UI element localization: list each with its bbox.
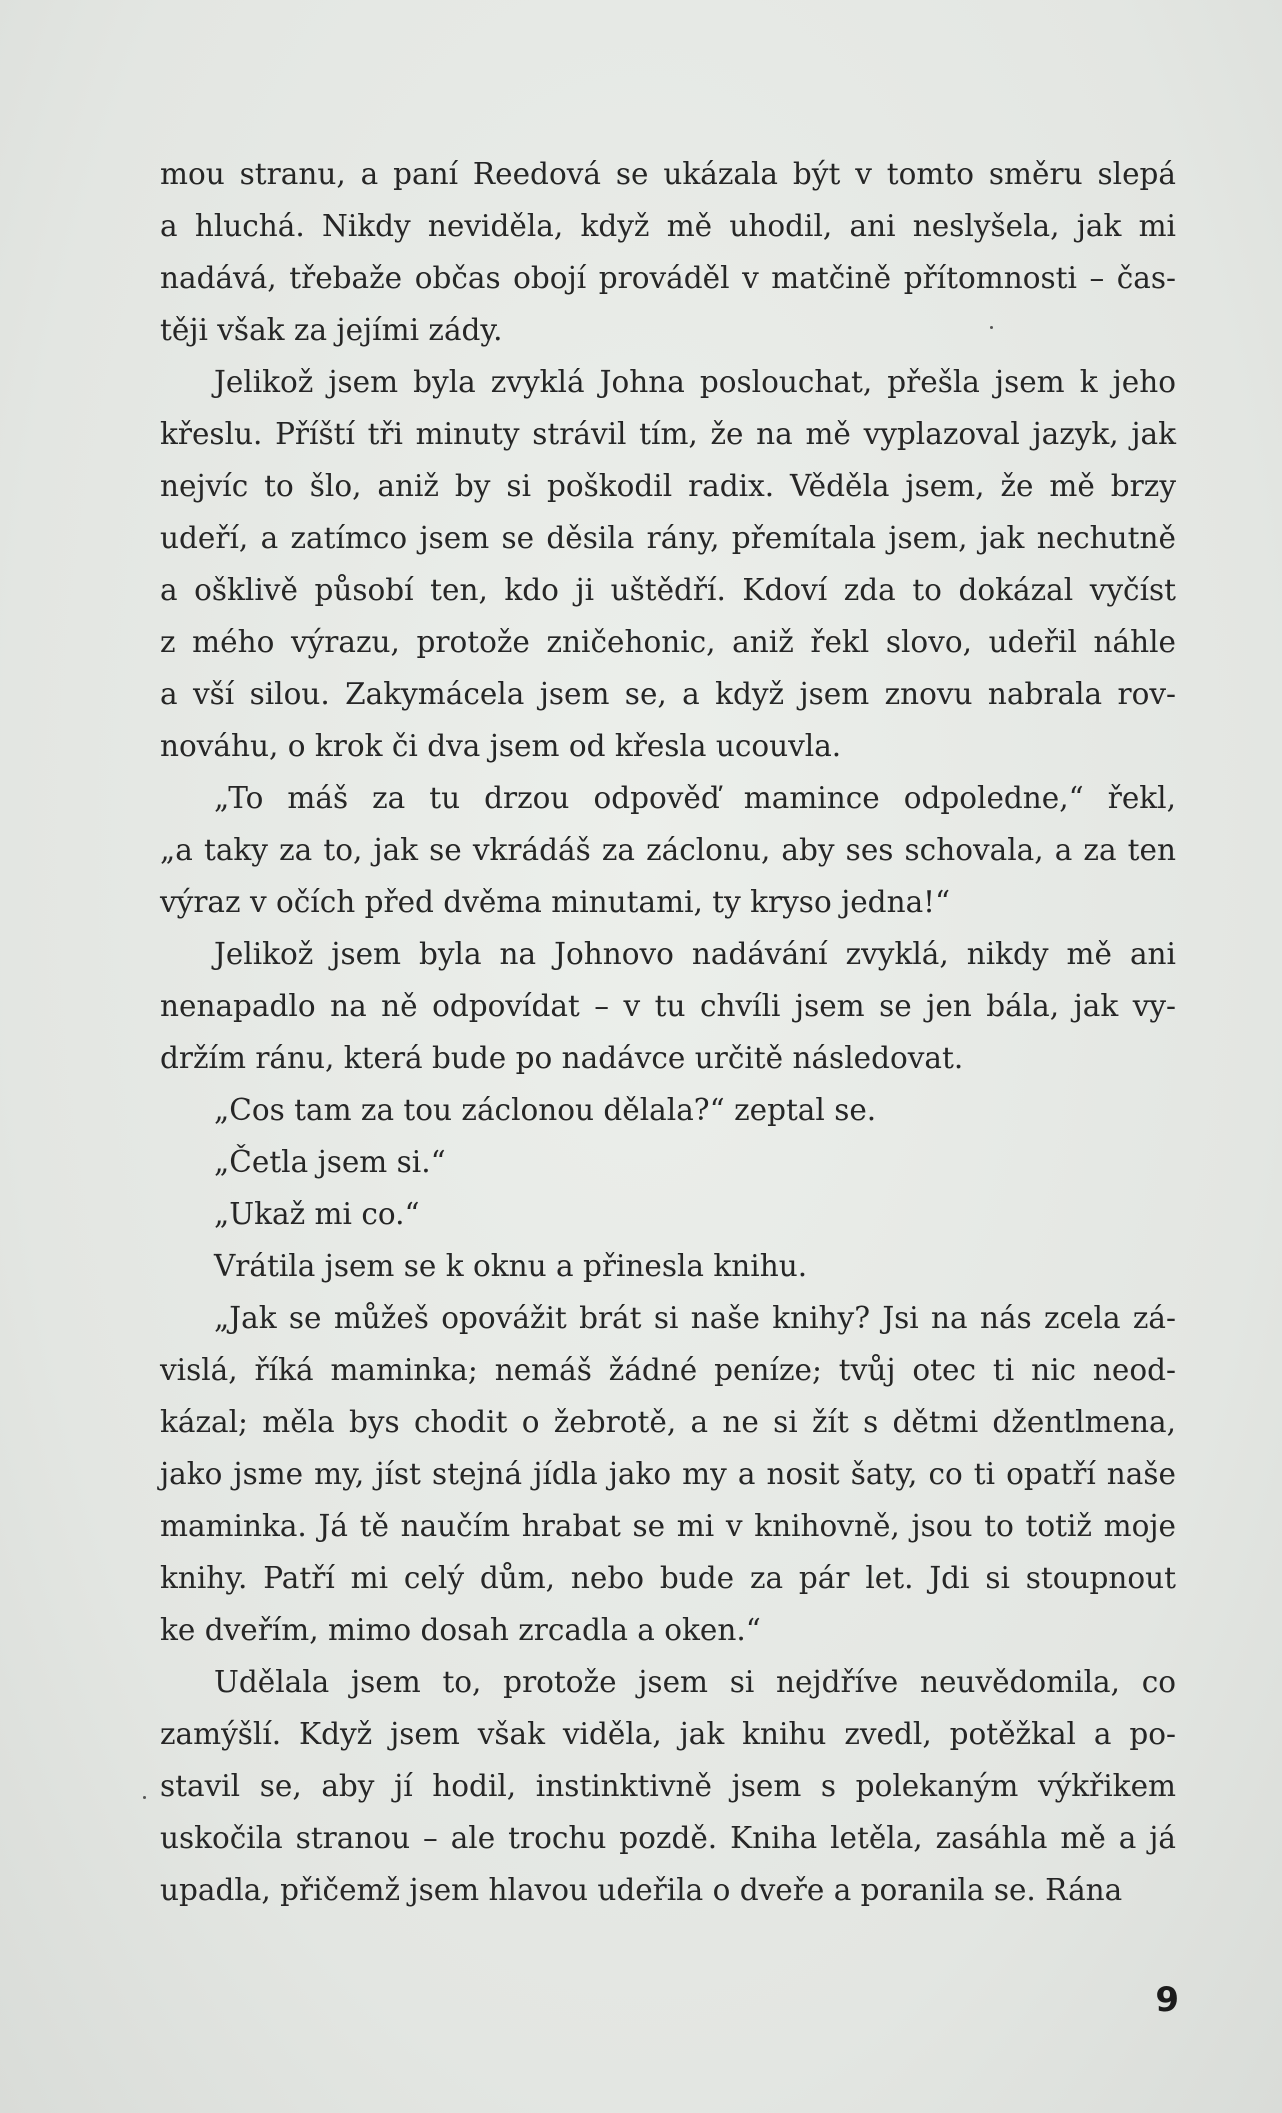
text-line: „Četla jsem si.“ [214, 1145, 446, 1179]
paragraph [160, 1084, 1176, 1136]
text-line: „Ukaž mi co.“ [214, 1197, 420, 1231]
text-line: Jelikož jsem byla zvyklá Johna poslouchat, přešla jsem k jeho [214, 365, 1176, 399]
text-line: křeslu. Příští tři minuty strávil tím, že na mě vyplazoval jazyk, jak [160, 417, 1176, 451]
text-line: Udělala jsem to, protože jsem si nejdříve neuvědomila, co [214, 1665, 1176, 1699]
text-line: nenapadlo na ně odpovídat – v tu chvíli jsem se jen bála, jak vy- [160, 989, 1176, 1023]
paragraph [160, 1136, 1176, 1188]
text-line: a hluchá. Nikdy neviděla, když mě uhodil, ani neslyšela, jak mi [160, 209, 1176, 243]
text-line: upadla, přičemž jsem hlavou udeřila o dveře a poranila se. Rána [160, 1873, 1123, 1907]
text-line: jako jsme my, jíst stejná jídla jako my a nosit šaty, co ti opatří naše [160, 1457, 1176, 1491]
text-line: maminka. Já tě naučím hrabat se mi v knihovně, jsou to totiž moje [160, 1509, 1176, 1543]
text-line: nejvíc to šlo, aniž by si poškodil radix. Věděla jsem, že mě brzy [160, 469, 1176, 503]
text-line: a vší silou. Zakymácela jsem se, a když jsem znovu nabrala rov- [160, 677, 1176, 711]
paragraph [160, 1656, 1176, 1916]
paragraph [160, 356, 1176, 772]
print-speck [143, 1796, 146, 1799]
print-speck [990, 326, 993, 329]
paragraph [160, 1188, 1176, 1240]
text-line: stavil se, aby jí hodil, instinktivně jsem s polekaným výkřikem [160, 1769, 1176, 1803]
text-line: „Jak se můžeš opovážit brát si naše knihy? Jsi na nás zcela zá- [214, 1301, 1176, 1335]
text-line: nadává, třebaže občas obojí prováděl v matčině přítomnosti – čas- [160, 261, 1176, 295]
text-line: ke dveřím, mimo dosah zrcadla a oken.“ [160, 1613, 761, 1647]
text-line: udeří, a zatímco jsem se děsila rány, přemítala jsem, jak nechutně [160, 521, 1176, 555]
text-line: a ošklivě působí ten, kdo ji uštědří. Kdoví zda to dokázal vyčíst [160, 573, 1176, 607]
text-line: z mého výrazu, protože zničehonic, aniž řekl slovo, udeřil náhle [160, 625, 1176, 659]
paragraph [160, 1292, 1176, 1656]
paragraph [160, 1240, 1176, 1292]
text-line: „a taky za to, jak se vkrádáš za záclonu, aby ses schovala, a za ten [160, 833, 1176, 867]
text-line: knihy. Patří mi celý dům, nebo bude za pár let. Jdi si stoupnout [160, 1561, 1176, 1595]
text-line: nováhu, o krok či dva jsem od křesla ucouvla. [160, 729, 842, 763]
paragraph [160, 928, 1176, 1084]
text-line: mou stranu, a paní Reedová se ukázala být v tomto směru slepá [160, 157, 1176, 191]
paragraph [160, 772, 1176, 928]
text-line: zamýšlí. Když jsem však viděla, jak knihu zvedl, potěžkal a po- [160, 1717, 1176, 1751]
text-line: „To máš za tu drzou odpověď mamince odpoledne,“ řekl, [214, 781, 1176, 815]
paragraph [160, 148, 1176, 356]
text-line: Vrátila jsem se k oknu a přinesla knihu. [214, 1249, 808, 1283]
text-line: vislá, říká maminka; nemáš žádné peníze; tvůj otec ti nic neod- [160, 1353, 1176, 1387]
text-line: kázal; měla bys chodit o žebrotě, a ne si žít s dětmi džentlmena, [160, 1405, 1176, 1439]
page-number: 9 [1155, 1980, 1179, 2020]
text-line: těji však za jejími zády. [160, 313, 503, 347]
text-line: „Cos tam za tou záclonou dělala?“ zeptal se. [214, 1093, 877, 1127]
text-line: výraz v očích před dvěma minutami, ty kryso jedna!“ [160, 885, 951, 919]
text-line: Jelikož jsem byla na Johnovo nadávání zvyklá, nikdy mě ani [214, 937, 1176, 971]
text-line: uskočila stranou – ale trochu pozdě. Kniha letěla, zasáhla mě a já [160, 1821, 1176, 1855]
text-line: držím ránu, která bude po nadávce určitě následovat. [160, 1041, 964, 1075]
body-text [160, 148, 1176, 1916]
